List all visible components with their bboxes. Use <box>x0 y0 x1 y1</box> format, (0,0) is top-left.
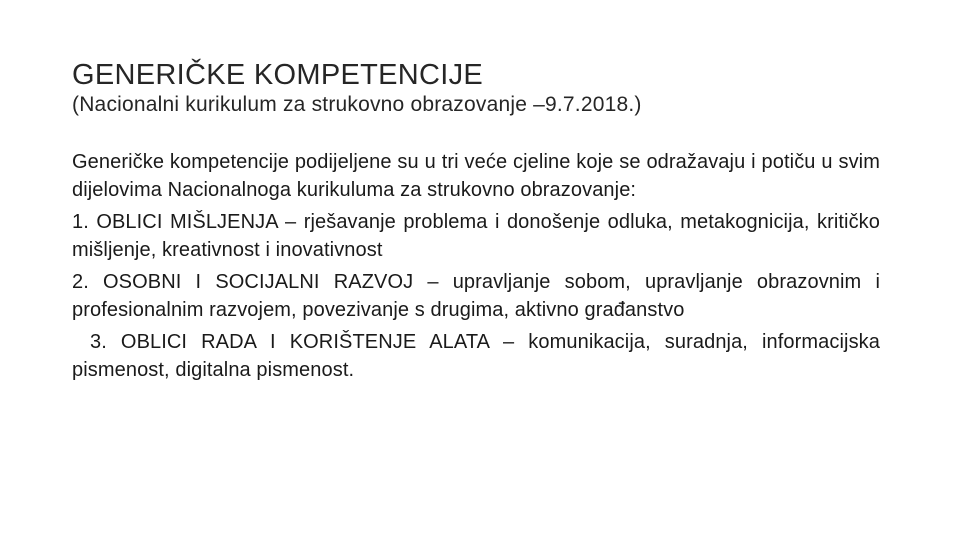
slide-body <box>72 148 880 388</box>
title-block <box>72 58 892 118</box>
list-item-thinking: 1. OBLICI MIŠLJENJA – rješavanje problema i donošenje odluka, metakognicija, kritičko mišljenje, kreativnost i inovativnost <box>72 211 880 261</box>
slide-subtitle: (Nacionalni kurikulum za strukovno obrazovanje –9.7.2018.) <box>72 93 642 116</box>
intro-paragraph: Generičke kompetencije podijeljene su u tri veće cjeline koje se odražavaju i potiču u svim dijelovima Nacionalnoga kurikuluma za strukovno obrazovanje: <box>72 151 880 201</box>
list-item-personal-development: 2. OSOBNI I SOCIJALNI RAZVOJ – upravljanje sobom, upravljanje obrazovnim i profesionalnim razvojem, povezivanje s drugima, aktivno građanstvo <box>72 271 880 321</box>
slide-title: GENERIČKE KOMPETENCIJE <box>72 59 484 91</box>
list-item-work-tools: 3. OBLICI RADA I KORIŠTENJE ALATA – komunikacija, suradnja, informacijska pismenost, digitalna pismenost. <box>72 331 880 381</box>
